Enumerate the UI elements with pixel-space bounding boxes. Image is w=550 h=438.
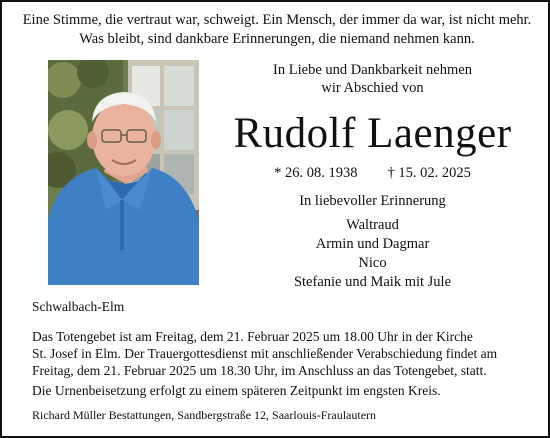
service-line: St. Josef in Elm. Der Trauergottesdienst mit anschließender Verabschiedung findet am [32,346,498,361]
deceased-name: Rudolf Laenger [233,110,512,157]
memory-line: In liebevoller Erinnerung [299,193,446,209]
place-name: Schwalbach-Elm [32,299,125,314]
quote-line: Was bleibt, sind dankbare Erinnerungen, die niemand nehmen kann. [79,31,475,47]
undertaker-info: Richard Müller Bestattungen, Sandbergstraße 12, Saarlouis-Fraulautern [32,408,377,422]
family-member: Nico [358,255,387,271]
service-line: Freitag, dem 21. Februar 2025 um 18.30 Uhr, im Anschluss an das Totengebet, statt. [32,363,487,378]
family-member: Stefanie und Maik mit Jule [293,274,452,290]
memorial-quote [2,11,550,49]
intro-line: In Liebe und Dankbarkeit nehmen [273,62,472,78]
life-dates [210,164,535,182]
intro-text [210,61,535,97]
intro-line: wir Abschied von [321,80,424,96]
family-list [210,216,535,292]
service-line: Das Totengebet ist am Freitag, dem 21. Februar 2025 um 18.00 Uhr in der Kirche [32,329,473,344]
family-member: Waltraud [346,217,399,233]
service-info [32,328,532,379]
quote-line: Eine Stimme, die vertraut war, schweigt. Ein Mensch, der immer da war, ist nicht mehr. [22,12,532,28]
portrait-photo [48,60,199,285]
urn-info: Die Urnenbeisetzung erfolgt zu einem späteren Zeitpunkt im engsten Kreis. [32,383,441,398]
birth-date: * 26. 08. 1938 [274,165,358,181]
family-member: Armin und Dagmar [315,236,430,252]
death-date: † 15. 02. 2025 [387,165,471,181]
